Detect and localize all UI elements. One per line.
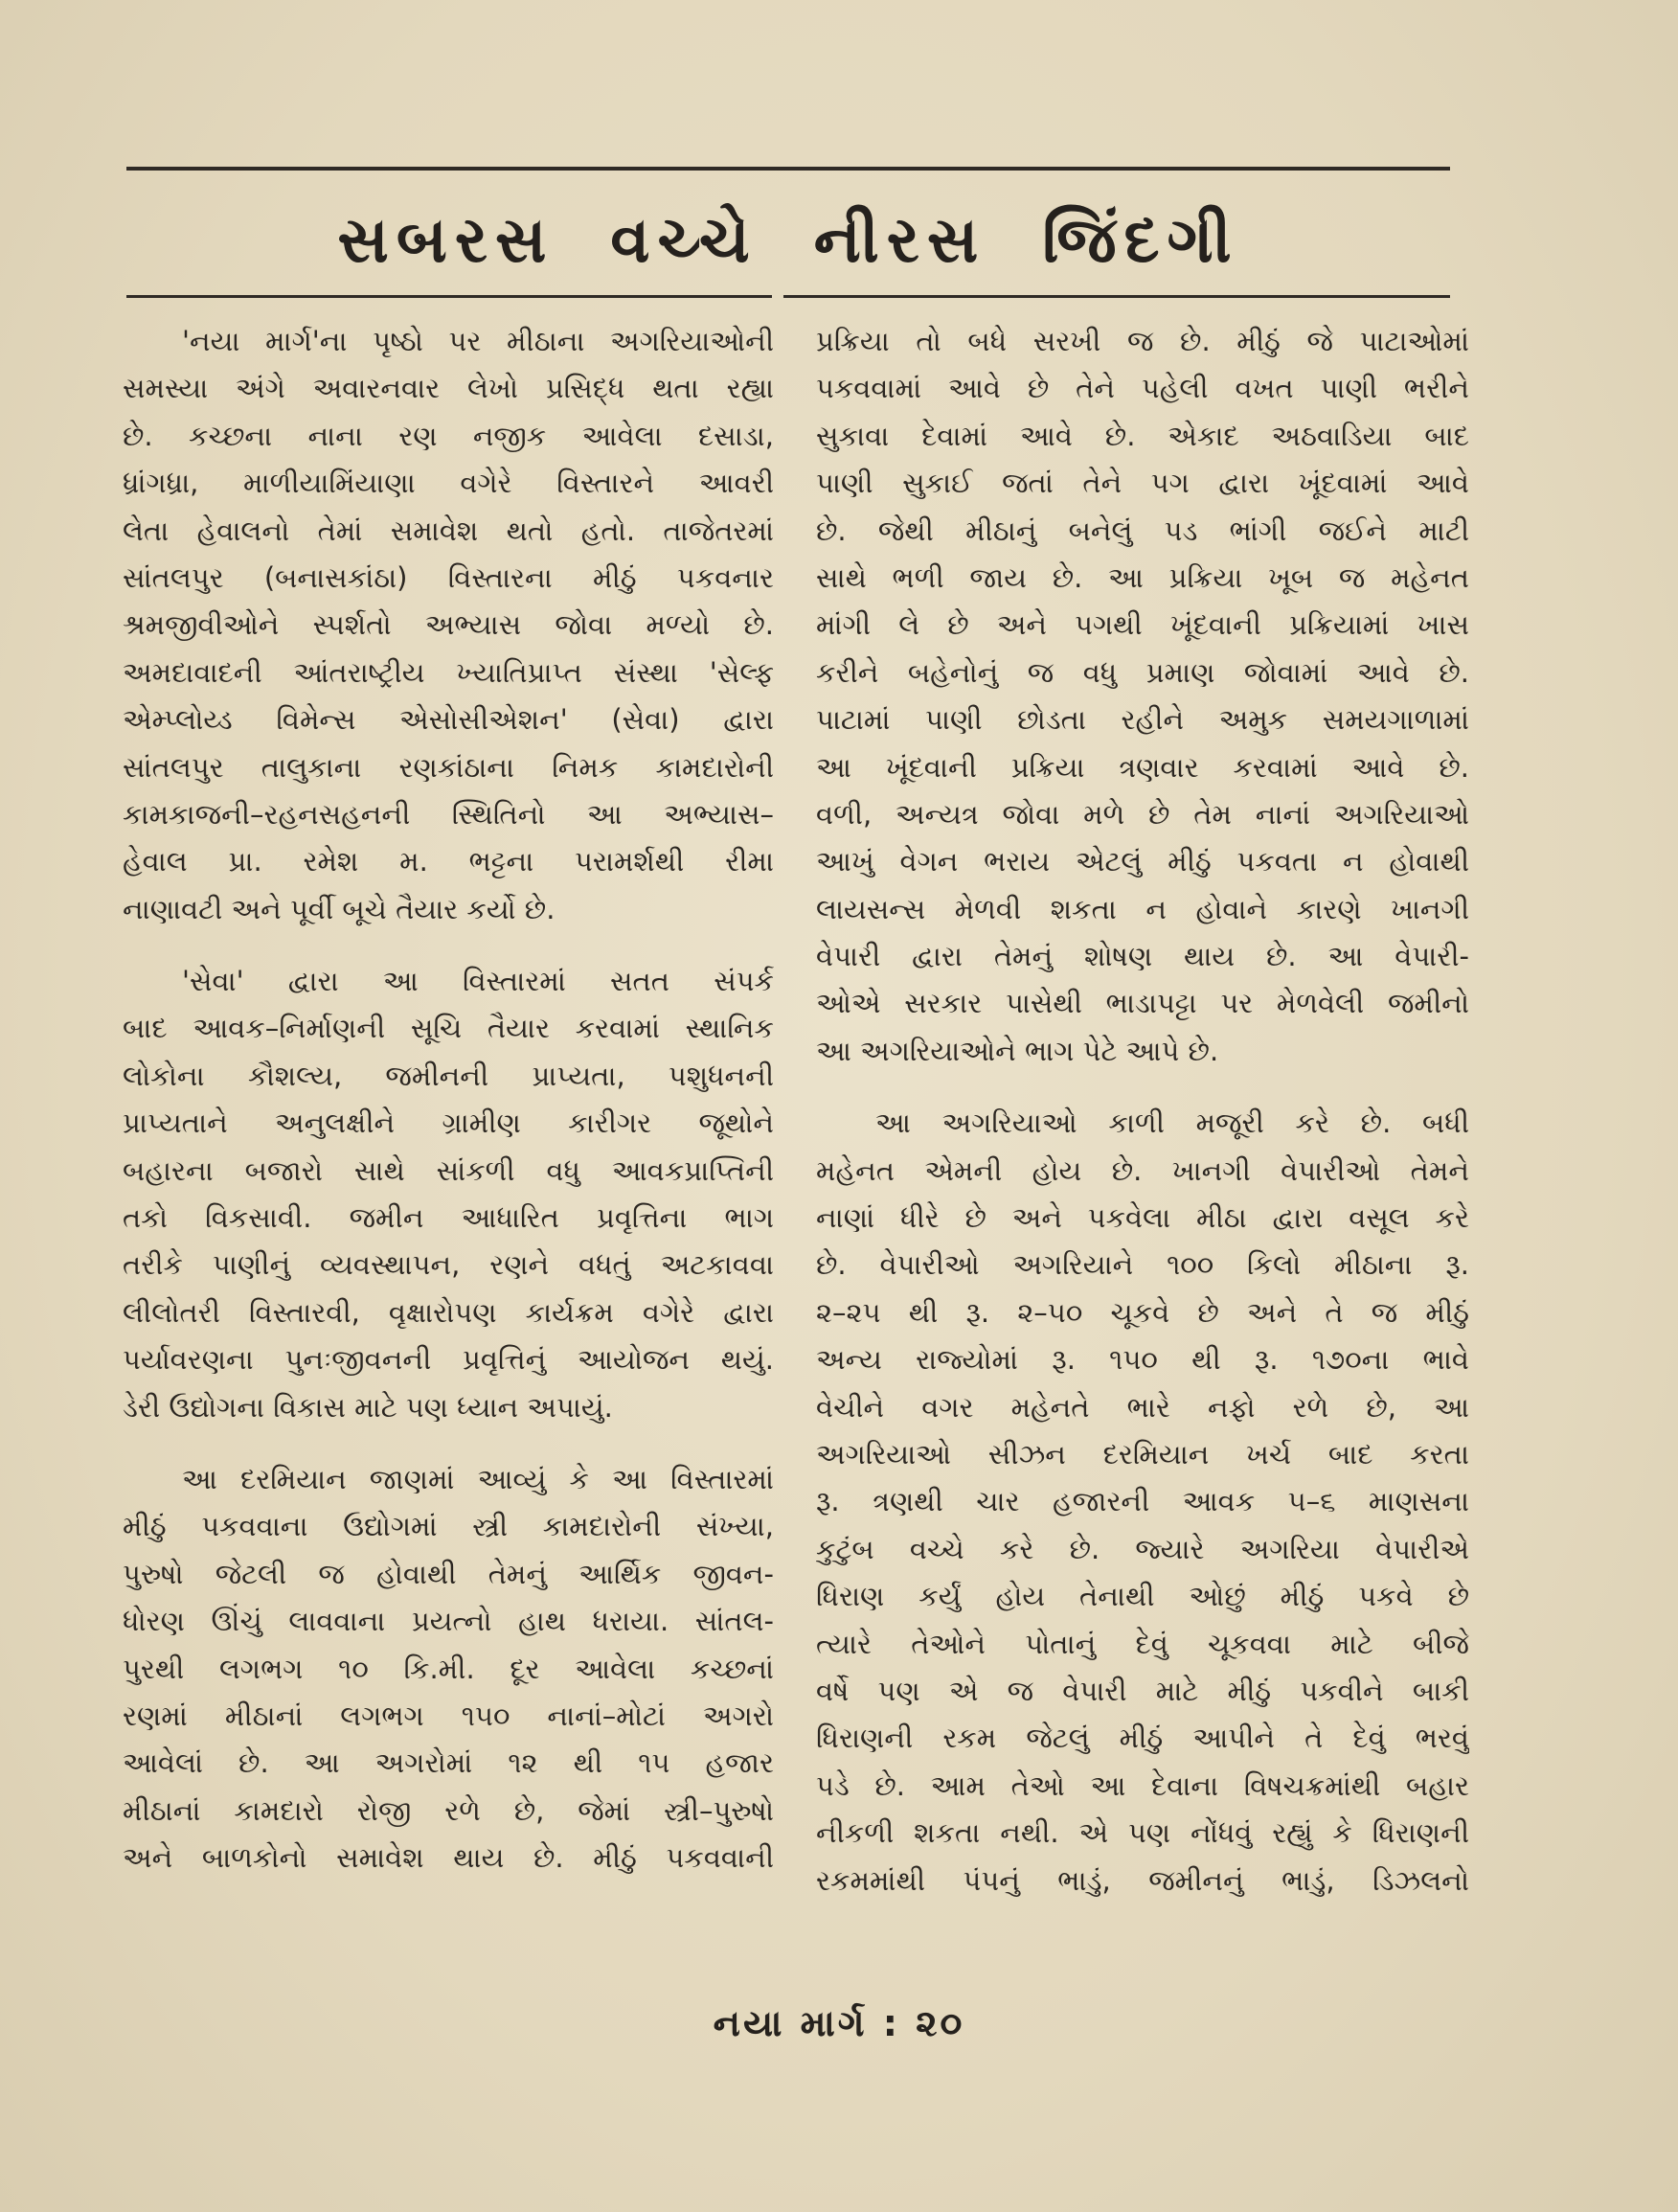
text-line: પુરથી લગભગ ૧૦ કિ.મી. દૂર આવેલા કચ્છનાં bbox=[123, 1652, 774, 1685]
text-line: અન્ય રાજ્યોમાં રૂ. ૧૫૦ થી રૂ. ૧૭૦ના ભાવે bbox=[816, 1343, 1469, 1377]
text-line: આવેલાં છે. આ અગરોમાં ૧૨ થી ૧૫ હજાર bbox=[123, 1746, 774, 1780]
text-line: નીકળી શકતા નથી. એ પણ નોંધવું રહ્યું કે ધિરાણની bbox=[816, 1816, 1469, 1850]
text-line: આ દરમિયાન જાણમાં આવ્યું કે આ વિસ્તારમાં bbox=[182, 1462, 774, 1495]
text-line: અને બાળકોનો સમાવેશ થાય છે. મીઠું પકવવાની bbox=[123, 1841, 774, 1875]
text-line: સાંતલપુર (બનાસકાંઠા) વિસ્તારના મીઠું પકવનાર bbox=[123, 560, 774, 594]
text-line: લોકોના કૌશલ્ય, જમીનની પ્રાપ્યતા, પશુધનની bbox=[123, 1059, 774, 1092]
text-line: વળી, અન્યત્ર જોવા મળે છે તેમ નાનાં અગરિયાઓ bbox=[816, 797, 1469, 831]
text-line: આ ખૂંદવાની પ્રક્રિયા ત્રણવાર કરવામાં આવે છે. bbox=[816, 750, 1469, 784]
text-line: છે. જેથી મીઠાનું બનેલું પડ ભાંગી જઈને માટી bbox=[816, 513, 1469, 547]
paragraph-gap bbox=[123, 933, 774, 958]
text-line: રૂ. ત્રણથી ચાર હજારની આવક ૫–૬ માણસના bbox=[816, 1485, 1469, 1518]
text-line: તકો વિકસાવી. જમીન આધારિત પ્રવૃત્તિના ભાગ bbox=[123, 1201, 774, 1235]
text-line: બાદ આવક–નિર્માણની સૂચિ તૈયાર કરવામાં સ્થાનિક bbox=[123, 1012, 774, 1045]
text-line: લીલોતરી વિસ્તારવી, વૃક્ષારોપણ કાર્યક્રમ વગેરે દ્વારા bbox=[123, 1295, 774, 1329]
text-line: આખું વેગન ભરાય એટલું મીઠું પકવતા ન હોવાથી bbox=[816, 845, 1469, 878]
right-column bbox=[816, 318, 1469, 1904]
text-line: આ અગરિયાઓ કાળી મજૂરી કરે છે. બધી bbox=[875, 1106, 1469, 1140]
text-line: અગરિયાઓ સીઝન દરમિયાન ખર્ચ બાદ કરતા bbox=[816, 1437, 1469, 1471]
text-line: એમ્પ્લોય્ડ વિમેન્સ એસોસીએશન' (સેવા) દ્વારા bbox=[123, 703, 774, 737]
text-line: ઓએ સરકાર પાસેથી ભાડાપટ્ટા પર મેળવેલી જમીનો bbox=[816, 987, 1469, 1020]
text-line: પુરુષો જેટલી જ હોવાથી તેમનું આર્થિક જીવન- bbox=[123, 1557, 774, 1590]
text-line: સમસ્યા અંગે અવારનવાર લેખો પ્રસિદ્ધ થતા રહ્યા bbox=[123, 372, 774, 405]
text-line: પર્યાવરણના પુનઃજીવનની પ્રવૃત્તિનું આયોજન થયું. bbox=[123, 1343, 774, 1377]
column-rule-right bbox=[783, 295, 1450, 298]
text-line: ત્યારે તેઓને પોતાનું દેવું ચૂકવવા માટે બીજે bbox=[816, 1627, 1469, 1660]
text-line: સુકાવા દેવામાં આવે છે. એકાદ અઠવાડિયા બાદ bbox=[816, 419, 1469, 452]
text-line: છે. વેપારીઓ અગરિયાને ૧૦૦ કિલો મીઠાના રૂ. bbox=[816, 1248, 1469, 1282]
text-line: ડેરી ઉદ્યોગના વિકાસ માટે પણ ધ્યાન અપાયું. bbox=[123, 1390, 613, 1424]
text-line: અમદાવાદની આંતરાષ્ટ્રીય ખ્યાતિપ્રાપ્ત સંસ્થા 'સેલ્ફ bbox=[123, 655, 774, 689]
text-line: આ અગરિયાઓને ભાગ પેટે આપે છે. bbox=[816, 1034, 1219, 1067]
text-line: નાણાં ધીરે છે અને પકવેલા મીઠા દ્વારા વસૂલ કરે bbox=[816, 1201, 1469, 1235]
text-line: રકમમાંથી પંપનું ભાડું, જમીનનું ભાડું, ડિઝલનો bbox=[816, 1863, 1469, 1897]
paragraph-gap bbox=[123, 1431, 774, 1456]
text-line: લાયસન્સ મેળવી શકતા ન હોવાને કારણે ખાનગી bbox=[816, 892, 1469, 925]
text-line: પકવવામાં આવે છે તેને પહેલી વખત પાણી ભરીને bbox=[816, 372, 1469, 405]
text-line: પાટામાં પાણી છોડતા રહીને અમુક સમયગાળામાં bbox=[816, 703, 1469, 737]
text-line: મીઠું પકવવાના ઉદ્યોગમાં સ્ત્રી કામદારોની સંખ્યા, bbox=[123, 1510, 774, 1543]
text-line: પ્રાપ્યતાને અનુલક્ષીને ગ્રામીણ કારીગર જૂથોને bbox=[123, 1106, 774, 1140]
text-line: ૨–૨૫ થી રૂ. ૨–૫૦ ચૂકવે છે અને તે જ મીઠું bbox=[816, 1295, 1469, 1329]
text-line: ધિરાણ કર્યું હોય તેનાથી ઓછું મીઠું પકવે છે bbox=[816, 1580, 1469, 1613]
text-line: કુટુંબ વચ્ચે કરે છે. જ્યારે અગરિયા વેપારીએ bbox=[816, 1532, 1469, 1565]
text-line: 'નયા માર્ગ'ના પૃષ્ઠો પર મીઠાના અગરિયાઓની bbox=[182, 325, 774, 357]
text-line: માંગી લે છે અને પગથી ખૂંદવાની પ્રક્રિયામાં ખાસ bbox=[816, 608, 1469, 642]
paragraph-gap bbox=[816, 1075, 1469, 1100]
text-line: છે. કચ્છના નાના રણ નજીક આવેલા દસાડા, bbox=[123, 419, 774, 452]
text-line: નાણાવટી અને પૂર્વી બૂચે તૈયાર કર્યો છે. bbox=[123, 892, 556, 925]
text-line: પ્રક્રિયા તો બધે સરખી જ છે. મીઠું જે પાટાઓમાં bbox=[816, 325, 1469, 357]
text-line: તરીકે પાણીનું વ્યવસ્થાપન, રણને વધતું અટકાવવા bbox=[123, 1248, 774, 1282]
text-line: લેતા હેવાલનો તેમાં સમાવેશ થતો હતો. તાજેતરમાં bbox=[123, 513, 774, 547]
text-line: વેપારી દ્વારા તેમનું શોષણ થાય છે. આ વેપારી- bbox=[816, 940, 1469, 973]
title-rule-top bbox=[126, 167, 1450, 171]
text-line: વેચીને વગર મહેનતે ભારે નફો રળે છે, આ bbox=[816, 1390, 1469, 1424]
text-line: પાણી સુકાઈ જતાં તેને પગ દ્વારા ખૂંદવામાં આવે bbox=[816, 467, 1469, 500]
text-line: 'સેવા' દ્વારા આ વિસ્તારમાં સતત સંપર્ક bbox=[182, 965, 774, 998]
text-line: કામકાજની–રહનસહનની સ્થિતિનો આ અભ્યાસ– bbox=[123, 797, 774, 831]
text-line: ધોરણ ઊંચું લાવવાના પ્રયત્નો હાથ ધરાયા. સાંતલ- bbox=[123, 1605, 774, 1638]
text-line: પડે છે. આમ તેઓ આ દેવાના વિષચક્રમાંથી બહાર bbox=[816, 1768, 1469, 1802]
text-line: રણમાં મીઠાનાં લગભગ ૧૫૦ નાનાં–મોટાં અગરો bbox=[123, 1699, 774, 1732]
text-line: મહેનત એમની હોય છે. ખાનગી વેપારીઓ તેમને bbox=[816, 1153, 1469, 1187]
text-line: મીઠાનાં કામદારો રોજી રળે છે, જેમાં સ્ત્રી–પુરુષો bbox=[123, 1793, 774, 1827]
article-title: સબરસ વચ્ચે નીરસ જિંદગી bbox=[337, 203, 1239, 277]
text-line: સાંતલપુર તાલુકાના રણકાંઠાના નિમક કામદારોની bbox=[123, 750, 774, 784]
left-column bbox=[123, 318, 774, 1882]
column-rule-left bbox=[126, 295, 772, 298]
text-line: સાથે ભળી જાય છે. આ પ્રક્રિયા ખૂબ જ મહેનત bbox=[816, 560, 1469, 594]
text-line: બહારના બજારો સાથે સાંકળી વધુ આવકપ્રાપ્તિની bbox=[123, 1153, 774, 1187]
text-line: હેવાલ પ્રા. રમેશ મ. ભટ્ટના પરામર્શથી રીમા bbox=[123, 845, 774, 878]
text-line: શ્રમજીવીઓને સ્પર્શતો અભ્યાસ જોવા મળ્યો છે. bbox=[123, 608, 774, 642]
page-footer: નયા માર્ગ : ૨૦ bbox=[713, 2002, 965, 2044]
text-line: ધ્રાંગધ્રા, માળીયામિંયાણા વગેરે વિસ્તારને આવરી bbox=[123, 467, 774, 500]
text-line: ધિરાણની રકમ જેટલું મીઠું આપીને તે દેવું ભરવું bbox=[816, 1722, 1469, 1755]
text-line: વર્ષે પણ એ જ વેપારી માટે મીઠું પકવીને બાકી bbox=[816, 1674, 1469, 1707]
text-line: કરીને બહેનોનું જ વધુ પ્રમાણ જોવામાં આવે છે. bbox=[816, 655, 1469, 689]
